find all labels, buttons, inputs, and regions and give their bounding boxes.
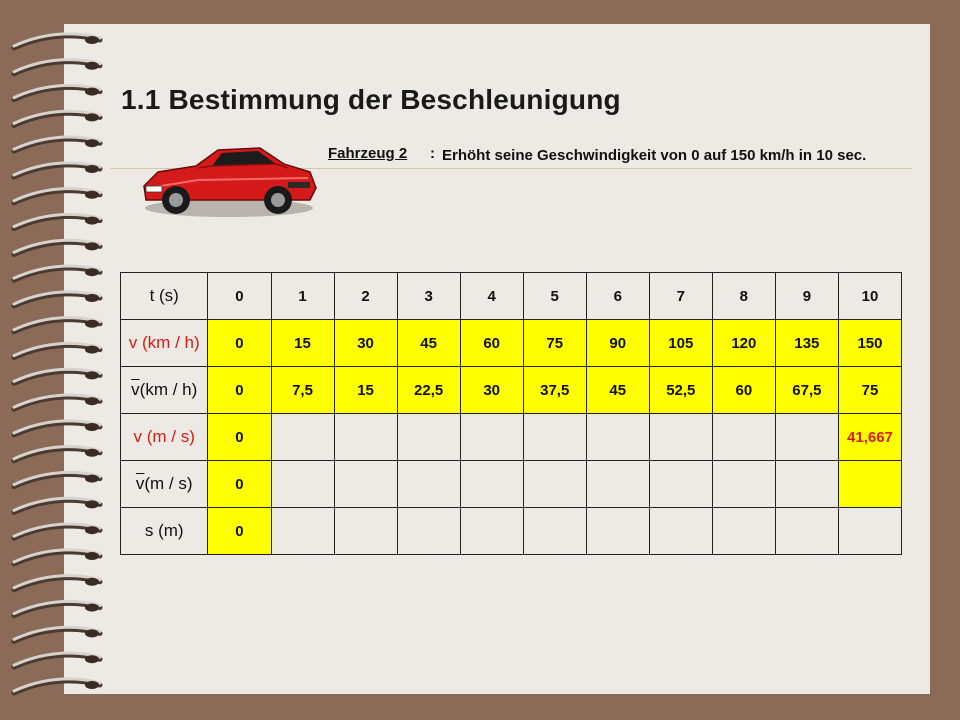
table-cell: 0 <box>208 273 271 320</box>
table-cell: 22,5 <box>397 367 460 414</box>
row-label: v (m / s) <box>121 414 208 461</box>
table-cell: 60 <box>460 320 523 367</box>
table-cell: 8 <box>712 273 775 320</box>
table-cell <box>460 508 523 555</box>
table-cell <box>271 508 334 555</box>
page-title: 1.1 Bestimmung der Beschleunigung <box>121 84 621 115</box>
table-cell: 3 <box>397 273 460 320</box>
vehicle-label: Fahrzeug 2 <box>328 145 408 162</box>
table-cell: 75 <box>523 320 586 367</box>
table-cell: 90 <box>586 320 649 367</box>
table-cell <box>523 461 586 508</box>
table-cell: 75 <box>838 367 901 414</box>
table-cell: 4 <box>460 273 523 320</box>
table-cell <box>397 461 460 508</box>
table-cell: 7,5 <box>271 367 334 414</box>
table-cell <box>586 508 649 555</box>
table-cell: 105 <box>649 320 712 367</box>
vehicle-colon: : <box>430 145 435 162</box>
table-cell: 41,667 <box>838 414 901 461</box>
table-cell <box>649 508 712 555</box>
table-cell: 30 <box>460 367 523 414</box>
table-cell: 5 <box>523 273 586 320</box>
table-cell: 2 <box>334 273 397 320</box>
table-cell: 6 <box>586 273 649 320</box>
table-cell <box>712 508 775 555</box>
table-cell <box>775 461 838 508</box>
table-cell: 0 <box>208 461 271 508</box>
table-cell <box>775 508 838 555</box>
table-cell <box>586 461 649 508</box>
table-cell: 52,5 <box>649 367 712 414</box>
table-cell: 120 <box>712 320 775 367</box>
table-cell <box>649 461 712 508</box>
row-label: v (km / h) <box>121 320 208 367</box>
table-cell: 0 <box>208 320 271 367</box>
table-cell <box>523 414 586 461</box>
table-cell <box>838 461 901 508</box>
row-label: $\overline{v}(km / h)$ <box>121 367 208 414</box>
table-cell <box>397 414 460 461</box>
table-cell <box>712 461 775 508</box>
acceleration-table <box>120 272 902 555</box>
row-label: $\overline{v}(m / s)$ <box>121 461 208 508</box>
table-cell <box>334 461 397 508</box>
table-row <box>121 320 902 367</box>
table-cell <box>586 414 649 461</box>
table-row <box>121 508 902 555</box>
table-cell <box>712 414 775 461</box>
table-cell <box>523 508 586 555</box>
table-cell <box>460 414 523 461</box>
table-cell <box>775 414 838 461</box>
red-sports-car-icon <box>138 142 320 222</box>
table-cell: 0 <box>208 414 271 461</box>
table-cell: 10 <box>838 273 901 320</box>
table-cell: 0 <box>208 508 271 555</box>
table-cell: 7 <box>649 273 712 320</box>
table-cell <box>334 414 397 461</box>
table-cell <box>271 461 334 508</box>
table-cell: 67,5 <box>775 367 838 414</box>
table-row <box>121 367 902 414</box>
table-cell <box>397 508 460 555</box>
table-cell: 135 <box>775 320 838 367</box>
table-cell: 9 <box>775 273 838 320</box>
table-cell: 60 <box>712 367 775 414</box>
table-cell: 15 <box>334 367 397 414</box>
table-cell: 150 <box>838 320 901 367</box>
table-cell: 45 <box>397 320 460 367</box>
table-row <box>121 414 902 461</box>
table-cell: 45 <box>586 367 649 414</box>
table-cell: 30 <box>334 320 397 367</box>
table-cell <box>460 461 523 508</box>
table-cell: 0 <box>208 367 271 414</box>
table-cell: 1 <box>271 273 334 320</box>
vehicle-description: Erhöht seine Geschwindigkeit von 0 auf 150 km/h in 10 sec. <box>442 147 867 164</box>
spiral-binding-icon <box>0 0 110 720</box>
table-row <box>121 461 902 508</box>
table-cell: 37,5 <box>523 367 586 414</box>
table-row <box>121 273 902 320</box>
table-cell <box>838 508 901 555</box>
table-cell <box>334 508 397 555</box>
table-cell <box>271 414 334 461</box>
table-cell <box>649 414 712 461</box>
table-cell: 15 <box>271 320 334 367</box>
row-label: t (s) <box>121 273 208 320</box>
row-label: s (m) <box>121 508 208 555</box>
